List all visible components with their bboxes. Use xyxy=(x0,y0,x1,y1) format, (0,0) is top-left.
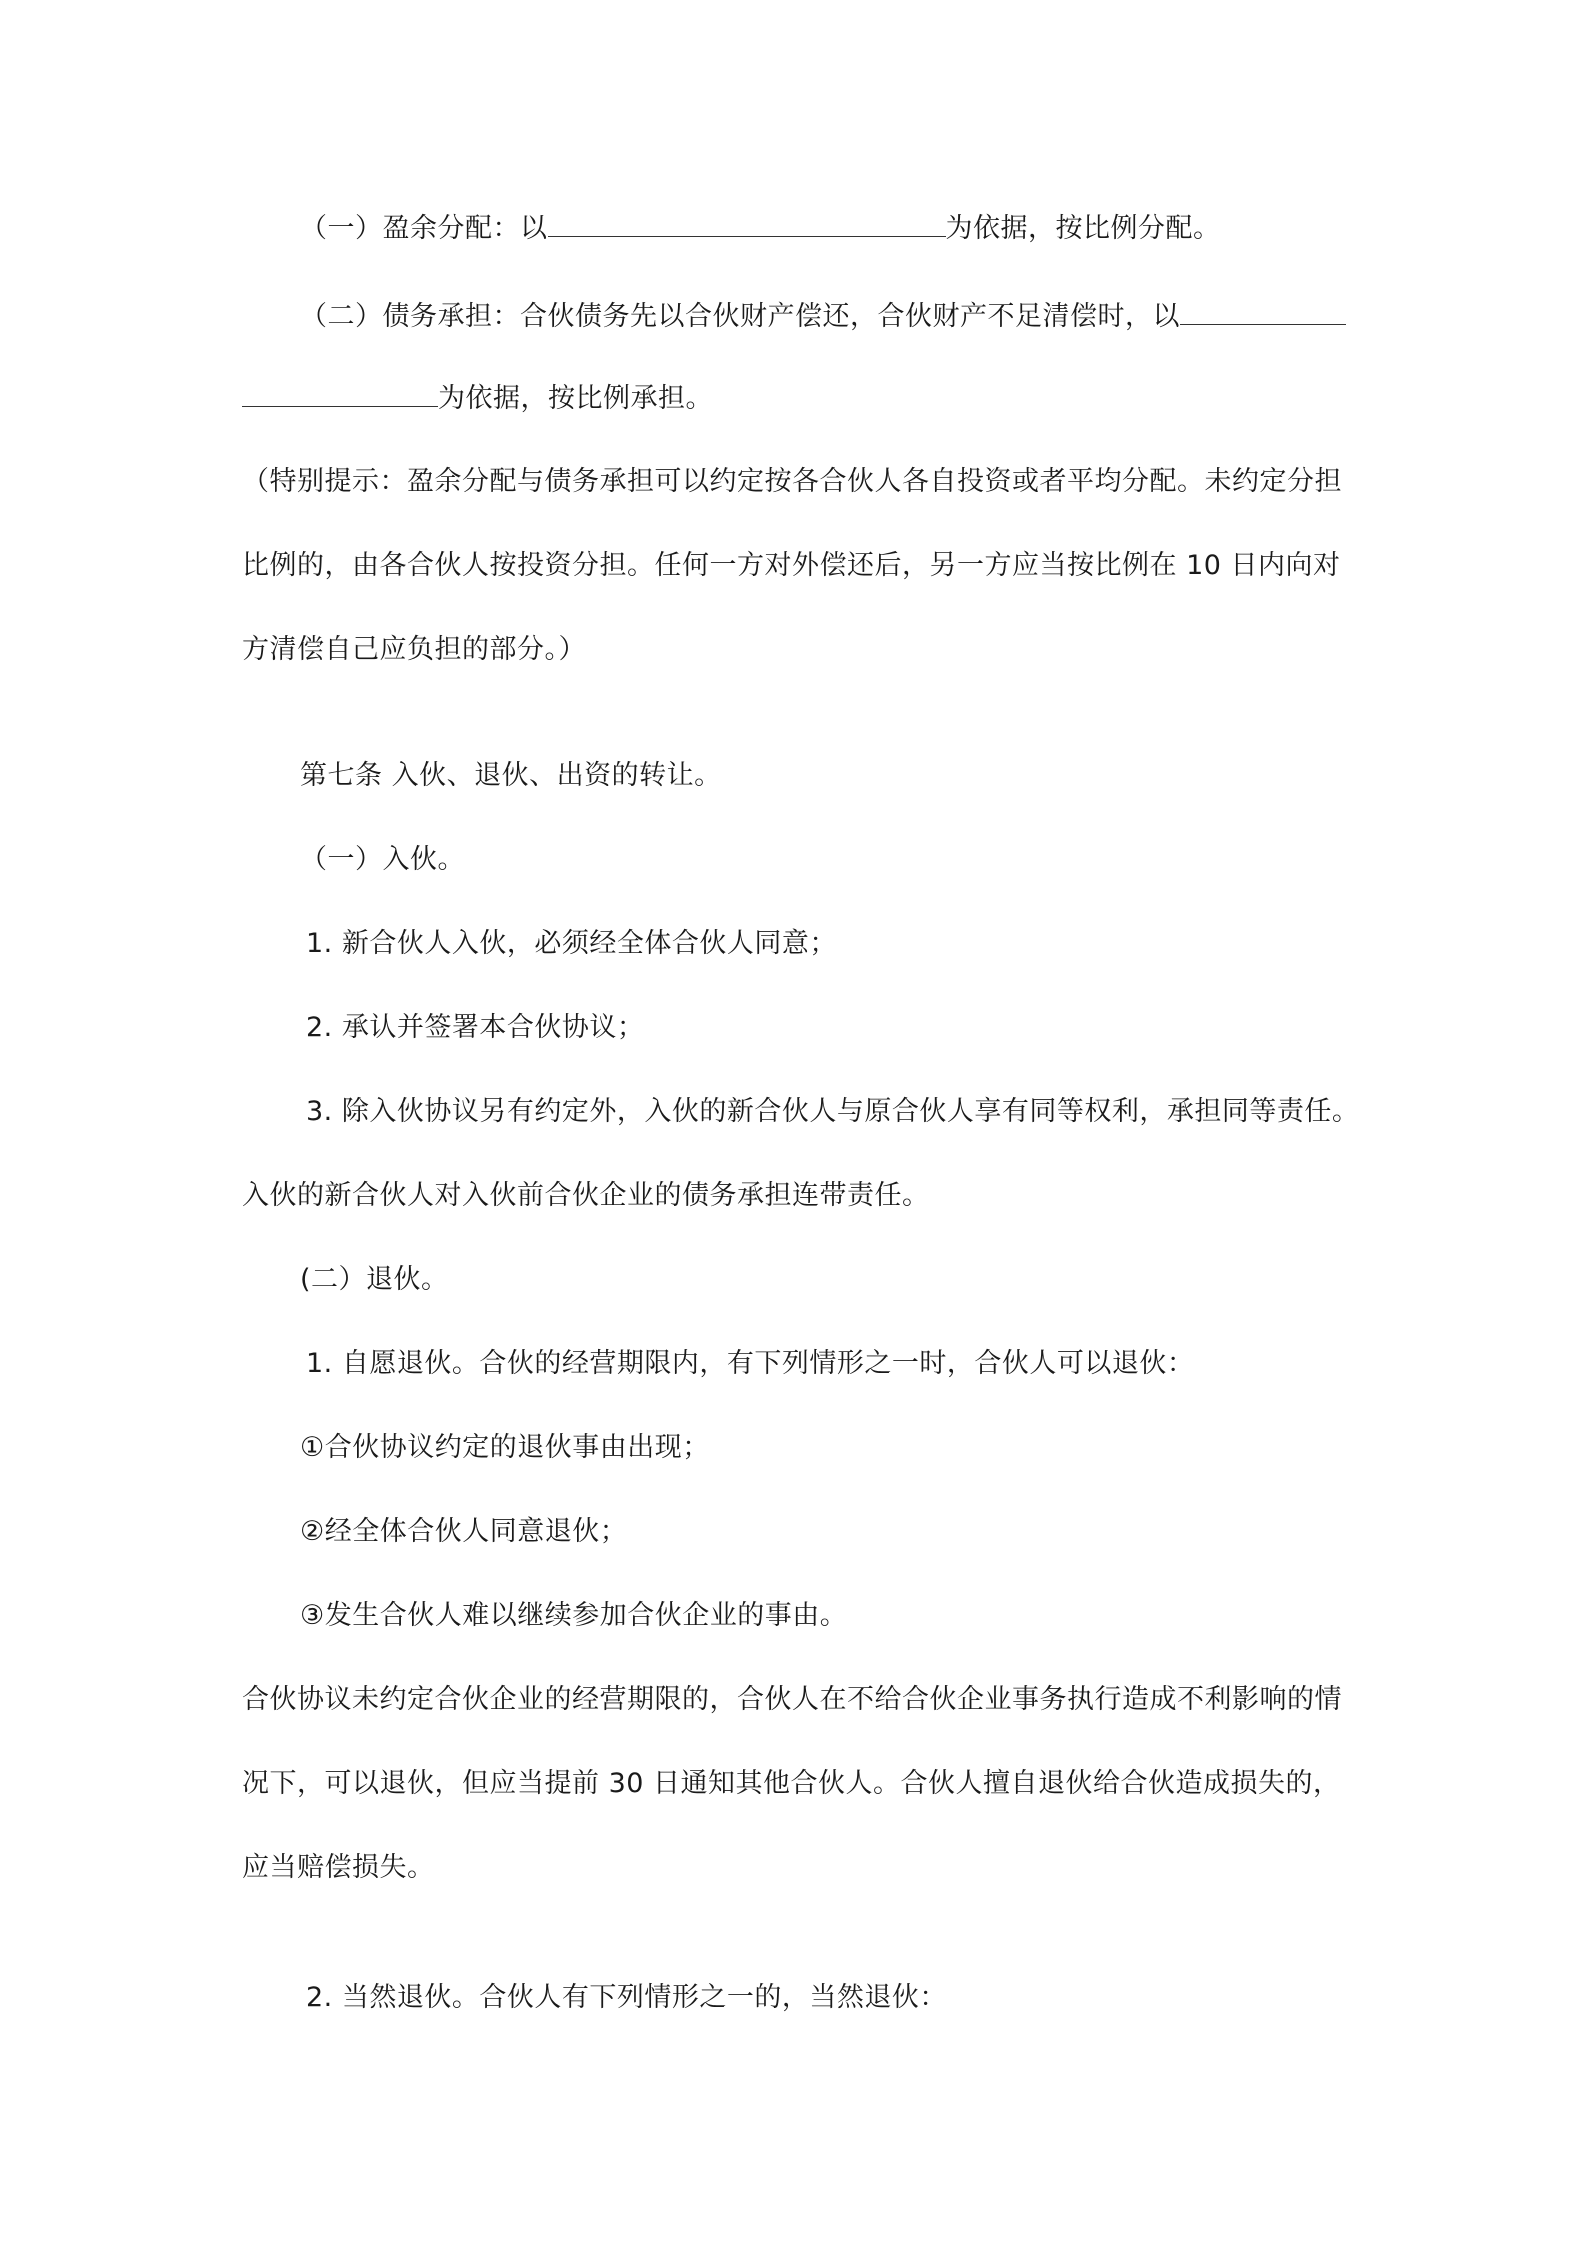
exit-case-3: ③发生合伙人难以继续参加合伙企业的事由。 xyxy=(300,1600,848,1631)
note-line-1: （特别提示：盈余分配与债务承担可以约定按各合伙人各自投资或者平均分配。未约定分担 xyxy=(242,466,1342,497)
exit-item-1: 1. 自愿退伙。合伙的经营期限内，有下列情形之一时，合伙人可以退伙： xyxy=(306,1348,1195,1379)
profit-distribution-prefix: （一）盈余分配：以 xyxy=(300,213,548,244)
exit-paragraph-line-3: 应当赔偿损失。 xyxy=(242,1852,435,1883)
debt-basis-blank-1[interactable] xyxy=(1180,296,1346,325)
exit-paragraph-line-1: 合伙协议未约定合伙企业的经营期限的，合伙人在不给合伙企业事务执行造成不利影响的情 xyxy=(242,1684,1342,1715)
exit-paragraph-line-2: 况下，可以退伙，但应当提前 30 日通知其他合伙人。合伙人擅自退伙给合伙造成损失的， xyxy=(242,1768,1341,1799)
article-7-title: 第七条 入伙、退伙、出资的转让。 xyxy=(300,760,722,791)
note-line-3: 方清偿自己应负担的部分。） xyxy=(242,634,586,665)
join-item-2: 2. 承认并签署本合伙协议； xyxy=(306,1012,645,1043)
exit-item-2: 2. 当然退伙。合伙人有下列情形之一的，当然退伙： xyxy=(306,1982,947,2013)
profit-basis-blank[interactable] xyxy=(548,208,946,237)
exit-case-1: ①合伙协议约定的退伙事由出现； xyxy=(300,1432,710,1463)
profit-distribution-line xyxy=(300,208,1221,249)
profit-distribution-suffix: 为依据，按比例分配。 xyxy=(945,213,1221,244)
debt-bearing-line xyxy=(300,296,1346,337)
join-item-3: 3. 除入伙协议另有约定外，入伙的新合伙人与原合伙人享有同等权利，承担同等责任。 xyxy=(306,1096,1360,1127)
join-item-3-cont: 入伙的新合伙人对入伙前合伙企业的债务承担连带责任。 xyxy=(242,1180,930,1211)
debt-bearing-line-cont xyxy=(242,378,713,419)
debt-bearing-suffix: 为依据，按比例承担。 xyxy=(438,383,713,414)
join-item-1: 1. 新合伙人入伙，必须经全体合伙人同意； xyxy=(306,928,837,959)
debt-bearing-prefix: （二）债务承担：合伙债务先以合伙财产偿还，合伙财产不足清偿时，以 xyxy=(300,301,1180,332)
debt-basis-blank-2[interactable] xyxy=(242,378,438,407)
exit-case-2: ②经全体合伙人同意退伙； xyxy=(300,1516,628,1547)
join-title: （一）入伙。 xyxy=(300,844,465,875)
note-line-2: 比例的，由各合伙人按投资分担。任何一方对外偿还后，另一方应当按比例在 10 日内向对 xyxy=(242,550,1341,581)
exit-title: (二）退伙。 xyxy=(300,1264,449,1295)
